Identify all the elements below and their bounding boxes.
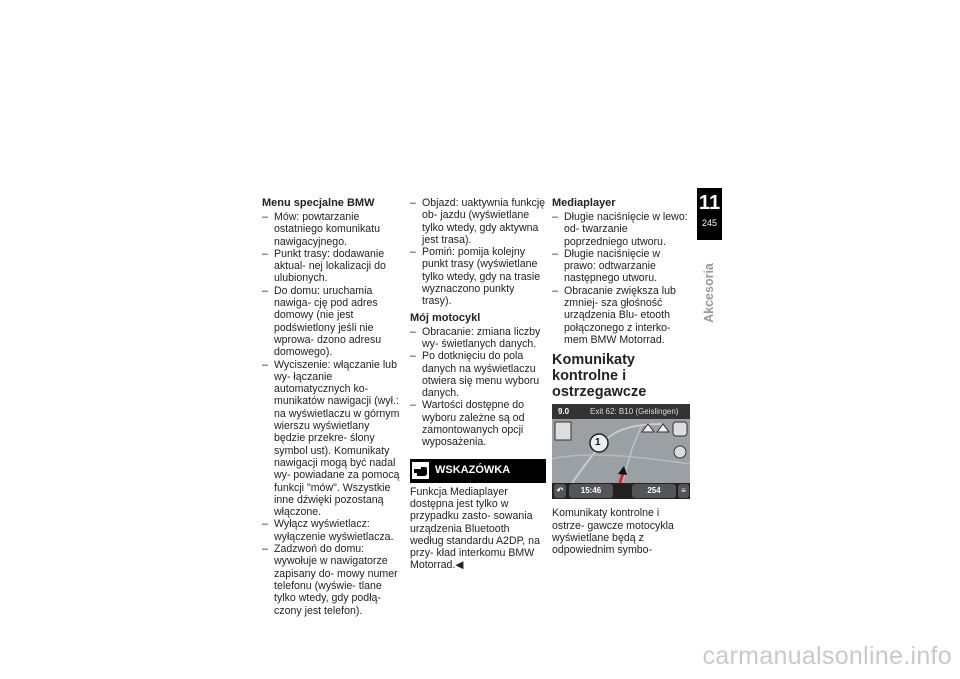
list-item: – Mów: powtarzanie ostatniego komunikatu nawigacyjnego. <box>262 211 402 248</box>
nav-time[interactable]: 15:46 <box>569 484 613 498</box>
list-item: – Zadzwoń do domu: wywołuje w nawigatorze zapisany do- mowy numer telefonu (wyświe- tlane tylko wtedy, gdy podłą- czony jest telefon). <box>262 543 402 617</box>
nav-bottom-bar <box>552 483 690 499</box>
nav-speed[interactable]: 254 <box>632 484 676 498</box>
chapter-number: 11 <box>698 192 721 214</box>
list-item: – Obracanie: zmiana liczby wy- świetlanych danych. <box>410 326 546 351</box>
list-item: – Objazd: uaktywnia funkcję ob- jazdu (wyświetlane tylko wtedy, gdy aktywna jest trasa). <box>410 197 546 246</box>
list-item: – Długie naciśnięcie w prawo: odtwarzanie następnego utworu. <box>552 248 690 285</box>
watermark: carmanualsonline.info <box>702 642 952 670</box>
body-text: Komunikaty kontrolne i ostrze- gawcze motocykla wyświetlane będą z odpowiednim symbo- <box>552 507 674 557</box>
note-text: Funkcja Mediaplayer dostępna jest tylko w przypadku zasto- sowania urządzenia Bluetooth według standardu A2DP, na przy- kład interkomu BMW Motorrad.◀ <box>410 485 540 572</box>
list-item: – Do domu: uruchamia nawiga- cję pod adres domowy (nie jest podświetlony jeśli nie wprowa- dzono adresu domowego). <box>262 285 402 359</box>
list-item: – Punkt trasy: dodawanie aktual- nej lokalizacji do ulubionych. <box>262 248 402 285</box>
menu-icon[interactable]: ≡ <box>678 484 689 498</box>
mediaplayer-list <box>552 211 690 346</box>
note-label: WSKAZÓWKA <box>435 464 511 477</box>
list-item: – Wyłącz wyświetlacz: wyłączenie wyświetlacza. <box>262 518 402 543</box>
special-menu-list-continued <box>410 197 546 308</box>
list-item: – Po dotknięciu do pola danych na wyświetlaczu otwiera się menu wyboru danych. <box>410 350 546 399</box>
back-icon[interactable]: ↶ <box>554 484 566 498</box>
nav-marker-number: 1 <box>595 437 601 449</box>
section-title: Komunikaty kontrolne i ostrzegawcze <box>552 352 647 401</box>
heading-mediaplayer: Mediaplayer <box>552 197 616 209</box>
list-item: – Pomiń: pomija kolejny punkt trasy (wyświetlane tylko wtedy, gdy na trasie wyznaczono punkty trasy). <box>410 246 546 307</box>
column-1 <box>262 197 402 617</box>
chapter-badge <box>697 188 722 240</box>
section-side-label <box>699 250 719 340</box>
special-menu-list <box>262 211 402 617</box>
list-item: – Wartości dostępne do wyboru zależne są od zamontowanych opcji wyposażenia. <box>410 399 546 448</box>
list-item: – Obracanie zwiększa lub zmniej- sza głośność urządzenia Blu- etooth połączonego z interko- mem BMW Motorrad. <box>552 285 690 346</box>
list-item: – Wyciszenie: włączanie lub wy- łączanie automatycznych ko- munikatów nawigacji (wył.: na wyświetlaczu w górnym wierszu wyświetlany będzie przekre- ślony symbol ust). Komunikaty nawigacji mogą być nadal wy- powiadane za pomocą funkcji "mów". Wszystkie inne dźwięki pozostaną włączone. <box>262 359 402 519</box>
heading-my-motorcycle: Mój motocykl <box>410 311 481 324</box>
column-2 <box>410 197 546 572</box>
nav-street-name: Exit 62: B10 (Geislingen) <box>590 407 679 417</box>
nav-top-bar <box>552 404 690 419</box>
heading-special-menu: Menu specjalne BMW <box>262 197 375 209</box>
column-3 <box>552 197 690 556</box>
my-motorcycle-list <box>410 326 546 449</box>
list-item: – Długie naciśnięcie w lewo: od- twarzanie poprzedniego utworu. <box>552 211 690 248</box>
nav-distance: 9.0 <box>558 407 570 417</box>
note-hand-icon <box>412 462 429 479</box>
navigation-screen-image <box>552 404 690 499</box>
note-header <box>410 459 546 483</box>
page-number: 245 <box>701 218 718 228</box>
section-name: Akcesoria <box>702 263 716 323</box>
